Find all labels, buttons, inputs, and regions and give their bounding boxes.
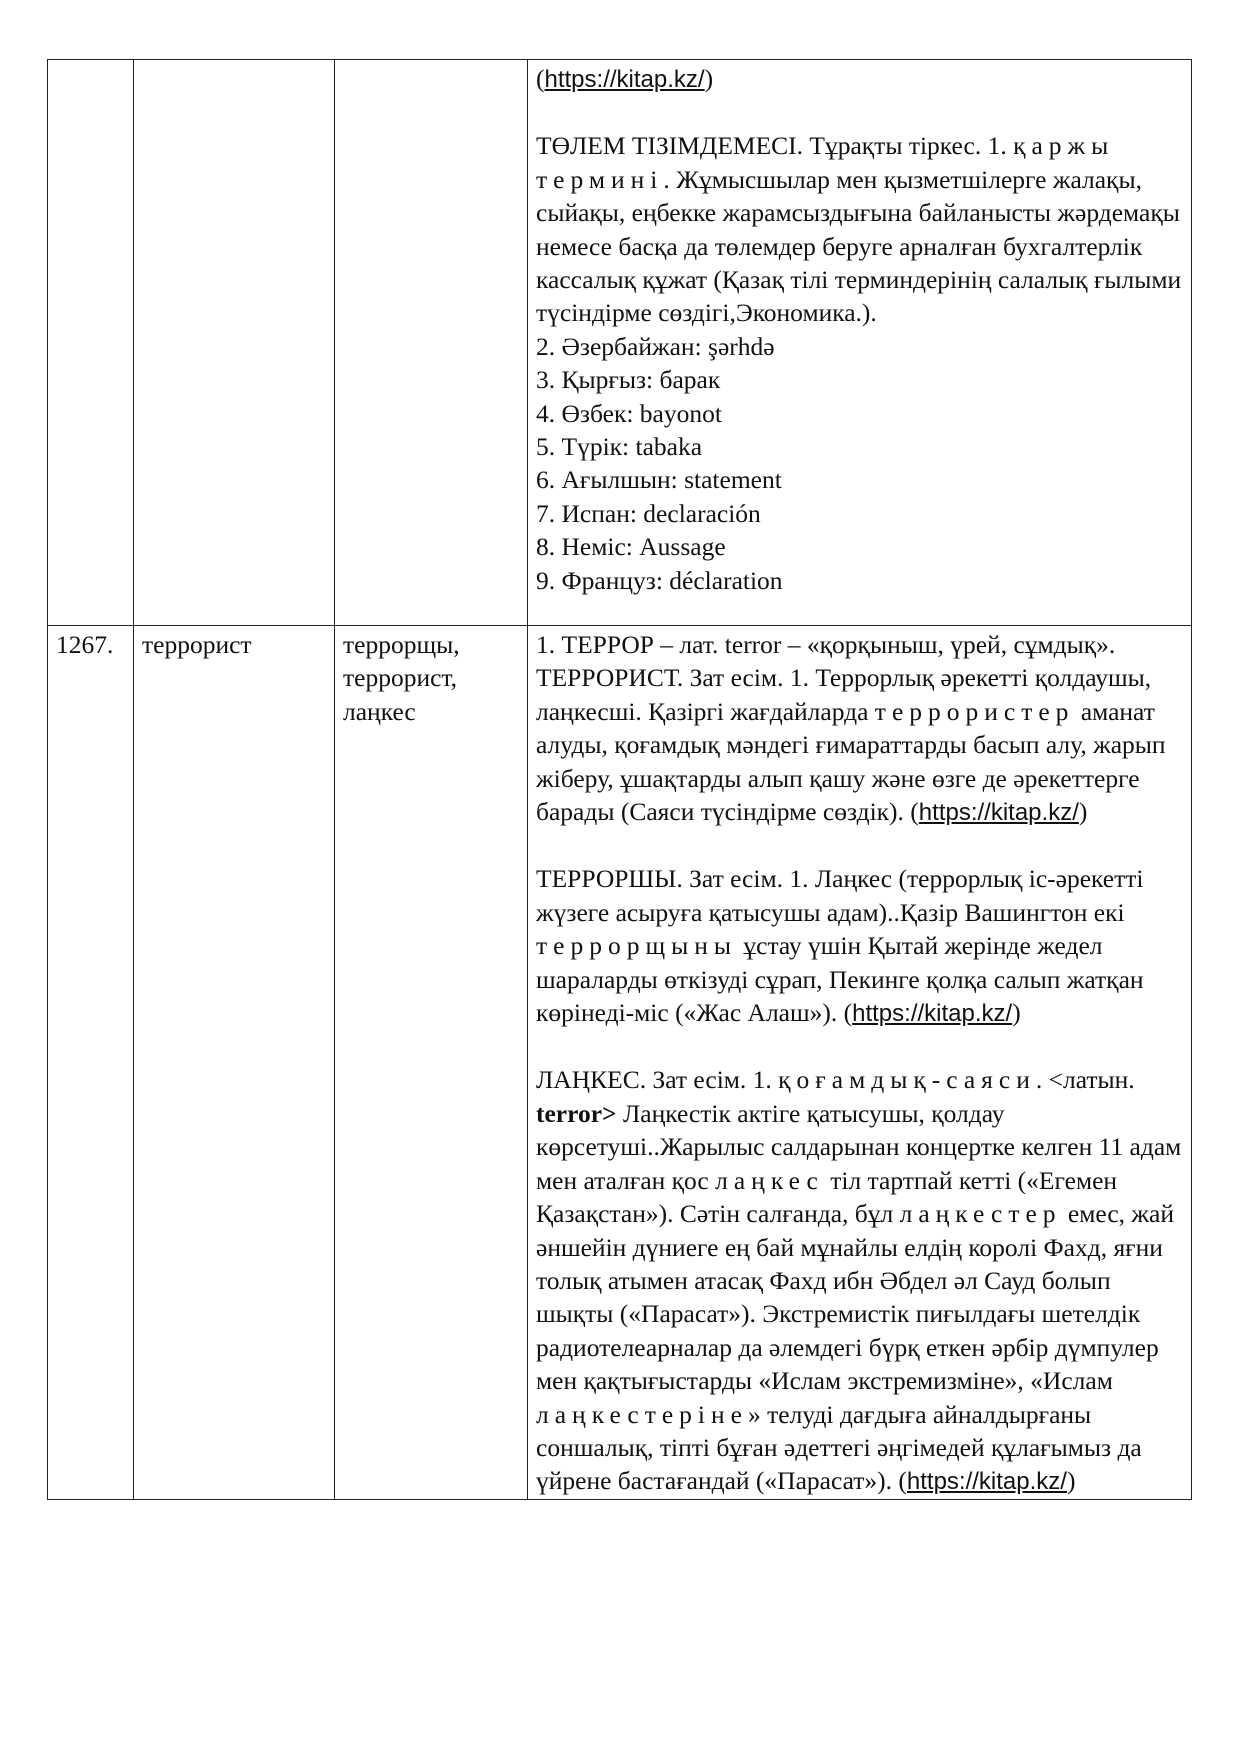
entry-text-b: . Жұмысшылар мен қызметшілерге жалақы, сыйақы, еңбекке жарамсыздығына байланысты жәрдемақы немесе басқа да төлемдер беруге арналған бухгалтерлік кассалық құжат (Қазақ тілі терминдерінің салалық ғылыми түсіндірме сөздігі,Экономика.). bbox=[536, 164, 1182, 328]
lankes-spaced: қоғамдық-саяси bbox=[778, 1065, 1036, 1095]
translation-line: 6. Ағылшын: statement bbox=[536, 465, 782, 495]
source-link[interactable]: https://kitap.kz/ bbox=[852, 1000, 1013, 1028]
source-link[interactable]: https://kitap.kz/ bbox=[544, 66, 705, 93]
source-line: (https://kitap.kz/) bbox=[536, 64, 714, 93]
close-paren: ) bbox=[1078, 797, 1088, 827]
terrorist-spaced: террористер bbox=[874, 696, 1075, 726]
terrorist-entry bbox=[536, 661, 1183, 829]
term-cell: террорист bbox=[134, 626, 335, 1500]
table-row bbox=[48, 626, 1192, 1500]
terrorshy-entry bbox=[536, 862, 1183, 1030]
translation-line: 2. Әзербайжан: şərhdə bbox=[536, 331, 775, 361]
lankes-spaced: лаңкестер bbox=[899, 1199, 1062, 1229]
translation-line: 9. Француз: déclaration bbox=[536, 565, 783, 595]
translation-line: 3. Қырғыз: барак bbox=[536, 365, 721, 395]
entry-text bbox=[536, 129, 1183, 329]
lankes-bold: terror> bbox=[536, 1098, 617, 1128]
lankes-spaced: лаңкес bbox=[715, 1165, 824, 1195]
lankes-text-c: Лаңкестік актіге қатысушы, қолдау көрсетуші..Жарылыс салдарынан концертке келген 11 адам мен аталған қос bbox=[536, 1098, 1182, 1195]
terrorshy-spaced: террорщыны bbox=[536, 931, 738, 961]
lankes-text-e: емес, жай әншейін дүниеге ең бай мұнайлы елдің королі Фахд, яғни толық атымен атасақ Фахд ибн Әбдел әл Сауд болып шықты («Парасат»). Экстремистік пиғылдағы шетелдік радиотелеарналар да әлемдегі бүрқ еткен әрбір дүмпулер мен қақтығыстарды «Ислам экстремизміне», «Ислам bbox=[536, 1199, 1174, 1396]
equivalents-cell bbox=[335, 626, 528, 1500]
number-cell: 1267. bbox=[48, 626, 134, 1500]
translation-line: 8. Неміс: Aussage bbox=[536, 532, 726, 562]
definition-cell bbox=[528, 60, 1192, 626]
equivalent: террорист, bbox=[343, 663, 458, 693]
translation-line: 5. Түрік: tabaka bbox=[536, 432, 703, 462]
equivalent: лаңкес bbox=[343, 696, 416, 726]
term-cell bbox=[134, 60, 335, 626]
translation-line: 7. Испан: declaración bbox=[536, 498, 761, 528]
lankes-text-d: тіл тартпай кетті («Егемен Қазақстан»). Сәтін салғанда, бұл bbox=[536, 1165, 1118, 1229]
entry-spaced: қаржы термині bbox=[536, 131, 1115, 194]
equivalent: террорщы, bbox=[343, 630, 460, 659]
table-row bbox=[48, 60, 1192, 626]
terrorshy-text-b: ұстау үшін Қытай жерінде жедел шараларды өткізуді сұрап, Пекинге қолқа салып жатқан көрінеді-міс («Жас Алаш»). ( bbox=[536, 931, 1144, 1028]
equivalents-cell bbox=[335, 60, 528, 626]
lankes-text-a: ЛАҢКЕС. Зат есім. 1. bbox=[536, 1065, 779, 1095]
lankes-text-b: . <латын. bbox=[1035, 1065, 1135, 1095]
number-cell bbox=[48, 60, 134, 626]
source-link[interactable]: https://kitap.kz/ bbox=[906, 1468, 1067, 1496]
translation-line: 4. Өзбек: bayonot bbox=[536, 398, 722, 428]
close-paren: ) bbox=[1066, 1466, 1076, 1496]
etymology: 1. ТЕРРОР – лат. terror – «қорқыныш, үрей, сұмдық». bbox=[536, 630, 1116, 659]
lankes-spaced: лаңкестеріне bbox=[536, 1399, 748, 1429]
source-link[interactable]: https://kitap.kz/ bbox=[918, 799, 1079, 827]
lankes-entry bbox=[536, 1063, 1183, 1498]
close-paren: ) bbox=[1012, 998, 1021, 1028]
terrorist-text-b: аманат алуды, қоғамдық мәндегі ғимараттарды басып алу, жарып жіберу, ұшақтарды алып қашу және өзге де әрекеттерге барады (Саяси түсіндірме сөздік). ( bbox=[536, 696, 1166, 827]
definition-cell bbox=[528, 626, 1192, 1500]
lankes-text-f: » телуді дағдыға айналдырғаны соншалық, тіпті бұған әдеттегі әңгімедей құлағымыз да үйрене бастағандай («Парасат»). ( bbox=[536, 1399, 1142, 1496]
dictionary-table bbox=[47, 59, 1192, 1500]
terrorist-text-a: ТЕРРОРИСТ. Зат есім. 1. Террорлық әрекетті қолдаушы, лаңкесші. Қазіргі жағдайларда bbox=[536, 663, 1152, 726]
terrorshy-text-a: ТЕРРОРШЫ. Зат есім. 1. Лаңкес (террорлық іс-әрекетті жүзеге асыруға қатысушы адам)..Қазір Вашингтон екі bbox=[536, 864, 1144, 927]
entry-text-a: ТӨЛЕМ ТІЗІМДЕМЕСІ. Тұрақты тіркес. 1. bbox=[536, 131, 1014, 161]
